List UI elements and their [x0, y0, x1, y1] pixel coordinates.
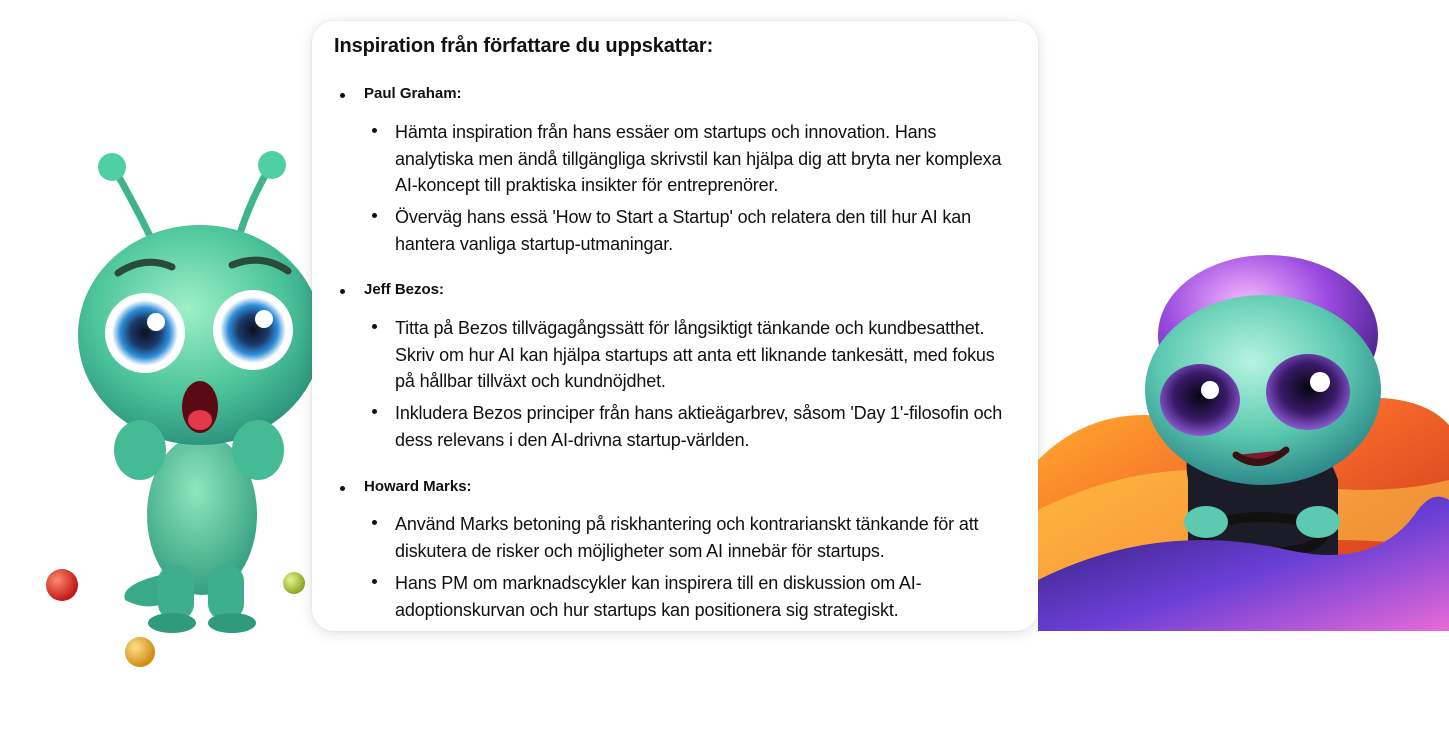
- surprised-alien-illustration: [40, 145, 325, 670]
- bullet-icon: [372, 324, 377, 329]
- alien-driving-car-illustration: [1038, 250, 1449, 631]
- point-text: Hämta inspiration från hans essäer om startups och innovation. Hans analytiska men ändå tillgängliga skrivstil kan hjälpa dig att bryta ner komplexa AI-koncept till praktiska insikter för entreprenörer.: [395, 122, 1002, 195]
- bullet-icon: [340, 486, 345, 491]
- author-name: Paul Graham:: [364, 85, 462, 102]
- bullet-icon: [372, 409, 377, 414]
- bullet-icon: [340, 289, 345, 294]
- bullet-icon: [372, 128, 377, 133]
- bullet-icon: [340, 93, 345, 98]
- point-text: Hans PM om marknadscykler kan inspirera till en diskussion om AI-adoptionskurvan och hur startups kan positionera sig strategiskt.: [395, 573, 922, 620]
- point-text: Inkludera Bezos principer från hans aktieägarbrev, såsom 'Day 1'-filosofin och dess relevans i den AI-drivna startup-världen.: [395, 403, 1003, 450]
- point-text: Titta på Bezos tillvägagångssätt för långsiktigt tänkande och kundbesatthet. Skriv om hur AI kan hjälpa startups att anta ett liknande tankesätt, med fokus på hållbar tillväxt och kundnöjdhet.: [395, 318, 995, 391]
- author-name: Howard Marks:: [364, 478, 472, 495]
- author-name: Jeff Bezos:: [364, 281, 445, 298]
- card-title: Inspiration från författare du uppskattar:: [334, 35, 714, 57]
- bullet-icon: [372, 213, 377, 218]
- bullet-icon: [372, 520, 377, 525]
- bullet-icon: [372, 579, 377, 584]
- point-text: Använd Marks betoning på riskhantering och kontrarianskt tänkande för att diskutera de risker och möjligheter som AI innebär för startups.: [395, 514, 979, 561]
- inspiration-card: [312, 21, 1038, 631]
- point-text: Överväg hans essä 'How to Start a Startup' och relatera den till hur AI kan hantera vanliga startup-utmaningar.: [395, 207, 971, 254]
